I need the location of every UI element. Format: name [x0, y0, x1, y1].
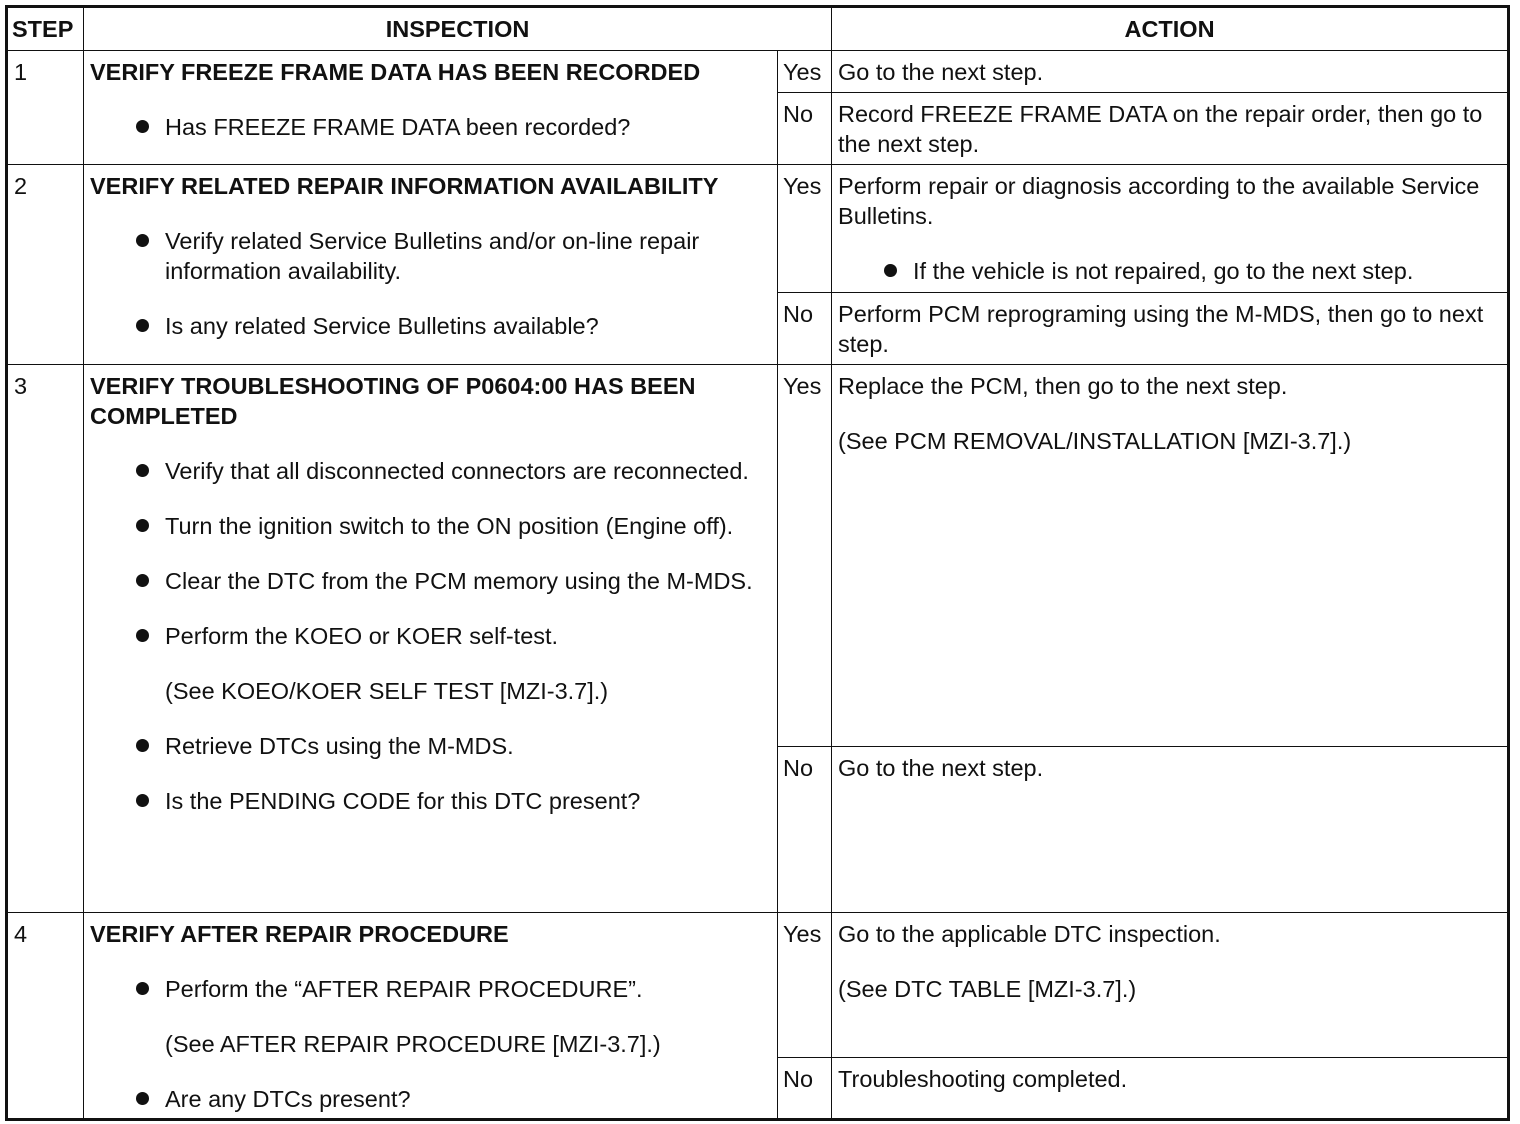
action-text: Go to the next step. [838, 755, 1044, 781]
yes-action [832, 165, 1509, 293]
inspection-bullets [90, 974, 771, 1004]
action-column-header: ACTION [832, 7, 1509, 51]
no-action [832, 1058, 1509, 1120]
list-item: Clear the DTC from the PCM memory using the M-MDS. [90, 566, 771, 596]
step-number: 2 [7, 165, 84, 365]
inspection-cell [84, 913, 778, 1120]
inspection-title: VERIFY RELATED REPAIR INFORMATION AVAILABILITY [90, 173, 719, 199]
action-text: Go to the next step. [838, 59, 1044, 85]
step-column-header: STEP [7, 7, 84, 51]
step-number: 1 [7, 51, 84, 165]
list-item: Is the PENDING CODE for this DTC present? [90, 786, 771, 816]
reference-text: (See AFTER REPAIR PROCEDURE [MZI-3.7].) [165, 1031, 661, 1057]
inspection-cell [84, 51, 778, 165]
no-label: No [778, 1058, 832, 1120]
action-text: Replace the PCM, then go to the next step. [838, 373, 1288, 399]
inspection-cell [84, 365, 778, 913]
list-item: Perform the “AFTER REPAIR PROCEDURE”. [90, 974, 771, 1004]
list-item: Perform the KOEO or KOER self-test. [90, 621, 771, 651]
inspection-bullets [90, 731, 771, 816]
reference-text: (See PCM REMOVAL/INSTALLATION [MZI-3.7].) [838, 428, 1352, 454]
step-number: 3 [7, 365, 84, 913]
yes-action [832, 913, 1509, 1058]
list-item: Verify related Service Bulletins and/or on-line repair information availability. [90, 226, 771, 286]
yes-label: Yes [778, 365, 832, 747]
action-text: Go to the applicable DTC inspection. [838, 921, 1221, 947]
list-item: Is any related Service Bulletins available? [90, 311, 771, 341]
table-row [7, 365, 1509, 747]
action-text: Record FREEZE FRAME DATA on the repair order, then go to the next step. [838, 101, 1483, 157]
inspection-bullets [90, 456, 771, 651]
inspection-title: VERIFY TROUBLESHOOTING OF P0604:00 HAS BEEN COMPLETED [90, 373, 696, 429]
inspection-bullets [90, 112, 771, 142]
inspection-title: VERIFY FREEZE FRAME DATA HAS BEEN RECORDED [90, 59, 701, 85]
no-label: No [778, 293, 832, 365]
inspection-bullets [90, 226, 771, 341]
troubleshooting-table [5, 5, 1510, 1121]
table-header-row [7, 7, 1509, 51]
yes-action [832, 365, 1509, 747]
table-row [7, 51, 1509, 93]
list-item: Are any DTCs present? [90, 1084, 771, 1114]
yes-label: Yes [778, 913, 832, 1058]
reference-text: (See KOEO/KOER SELF TEST [MZI-3.7].) [165, 678, 609, 704]
inspection-cell [84, 165, 778, 365]
yes-label: Yes [778, 165, 832, 293]
action-text: Troubleshooting completed. [838, 1066, 1128, 1092]
action-bullets [838, 256, 1501, 286]
inspection-column-header: INSPECTION [84, 7, 832, 51]
action-text: Perform repair or diagnosis according to the available Service Bulletins. [838, 173, 1480, 229]
list-item: Has FREEZE FRAME DATA been recorded? [90, 112, 771, 142]
no-action [832, 293, 1509, 365]
action-text: Perform PCM reprograming using the M-MDS, then go to next step. [838, 301, 1484, 357]
no-label: No [778, 93, 832, 165]
yes-action [832, 51, 1509, 93]
inspection-title: VERIFY AFTER REPAIR PROCEDURE [90, 921, 509, 947]
table-row [7, 913, 1509, 1058]
yes-label: Yes [778, 51, 832, 93]
step-number: 4 [7, 913, 84, 1120]
no-label: No [778, 747, 832, 913]
list-item: Turn the ignition switch to the ON position (Engine off). [90, 511, 771, 541]
list-item: Verify that all disconnected connectors are reconnected. [90, 456, 771, 486]
list-item: If the vehicle is not repaired, go to the next step. [838, 256, 1501, 286]
reference-text: (See DTC TABLE [MZI-3.7].) [838, 976, 1137, 1002]
table-row [7, 165, 1509, 293]
no-action [832, 747, 1509, 913]
inspection-bullets [90, 1084, 771, 1114]
list-item: Retrieve DTCs using the M-MDS. [90, 731, 771, 761]
no-action [832, 93, 1509, 165]
